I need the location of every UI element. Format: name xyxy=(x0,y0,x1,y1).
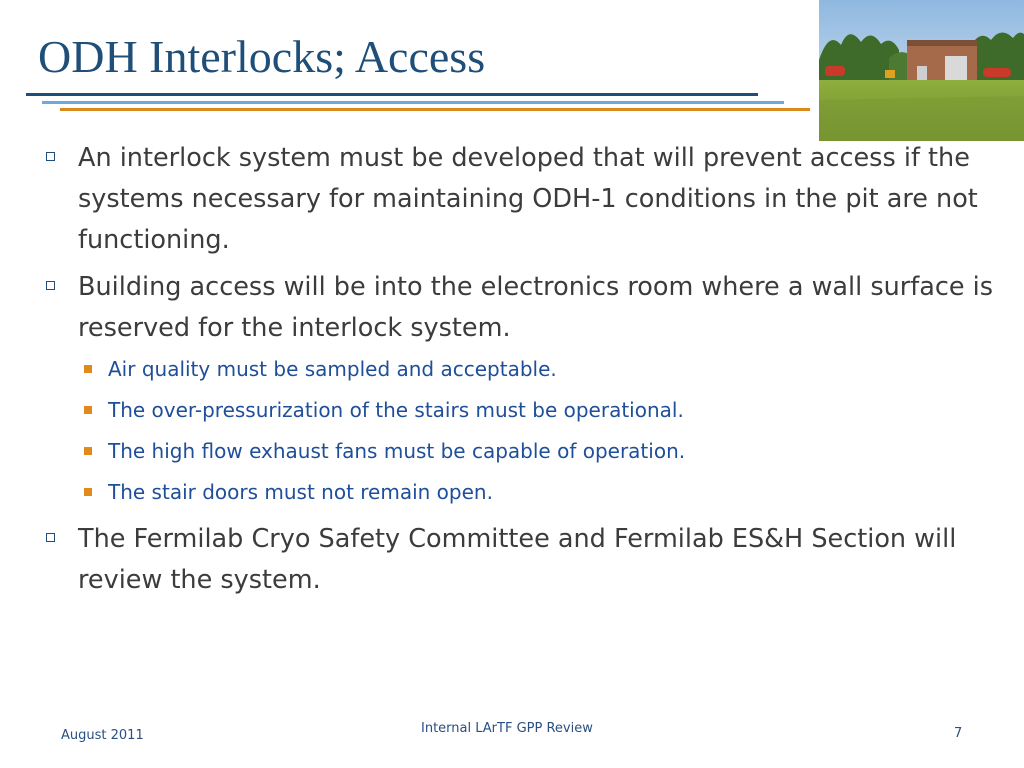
sub-bullet-text: The stair doors must not remain open. xyxy=(108,480,493,504)
filled-square-bullet-icon xyxy=(84,488,92,496)
sub-bullet-text: The over-pressurization of the stairs must be operational. xyxy=(108,398,684,422)
sub-bullet-3 xyxy=(82,431,996,472)
slide-title: ODH Interlocks; Access xyxy=(38,31,486,82)
bullet-1 xyxy=(46,138,996,261)
title-underline-orange xyxy=(60,108,810,111)
bullet-text: The Fermilab Cryo Safety Committee and Fermilab ES&H Section will review the system. xyxy=(78,524,957,595)
square-bullet-icon xyxy=(46,533,55,542)
filled-square-bullet-icon xyxy=(84,447,92,455)
sub-bullet-4 xyxy=(82,472,996,513)
square-bullet-icon xyxy=(46,152,55,161)
sub-bullet-text: Air quality must be sampled and acceptable. xyxy=(108,357,557,381)
bullet-3 xyxy=(46,519,996,601)
sub-bullet-text: The high flow exhaust fans must be capable of operation. xyxy=(108,439,686,463)
title-underline-dark xyxy=(26,93,758,96)
bullet-text: Building access will be into the electronics room where a wall surface is reserved for the interlock system. xyxy=(78,272,994,343)
building-photo xyxy=(819,0,1024,141)
bullet-text: An interlock system must be developed that will prevent access if the systems necessary for maintaining ODH-1 conditions in the pit are not functioning. xyxy=(78,143,978,255)
title-underline-light xyxy=(42,101,784,104)
slide-body xyxy=(46,138,996,607)
filled-square-bullet-icon xyxy=(84,365,92,373)
square-bullet-icon xyxy=(46,281,55,290)
sub-bullet-1 xyxy=(82,349,996,390)
page-number: 7 xyxy=(954,726,963,741)
sub-bullet-2 xyxy=(82,390,996,431)
bullet-2 xyxy=(46,267,996,349)
filled-square-bullet-icon xyxy=(84,406,92,414)
footer-date: August 2011 xyxy=(61,728,144,743)
footer-title: Internal LArTF GPP Review xyxy=(421,721,593,736)
